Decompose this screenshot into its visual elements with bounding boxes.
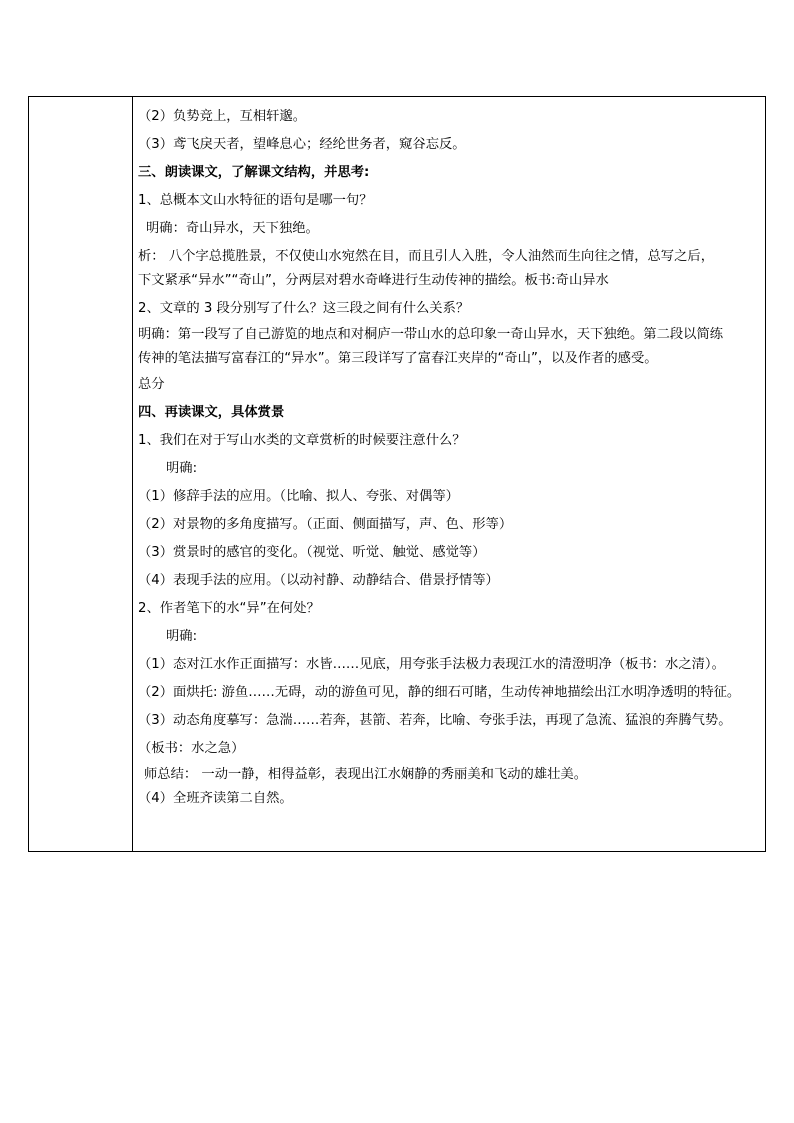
question: 1、我们在对于写山水类的文章赏析的时候要注意什么？ xyxy=(138,433,466,448)
question: 2、作者笔下的水“异”在何处？ xyxy=(138,601,320,616)
question: 1、总概本文山水特征的语句是哪一句？ xyxy=(138,193,373,208)
text-line: （3）鸢飞戾天者，望峰息心；经纶世务者，窥谷忘反。 xyxy=(138,137,466,152)
analysis-line: 下文紧承“异水”“奇山”，分两层对碧水奇峰进行生动传神的描绘。板书:奇山异水 xyxy=(138,273,609,288)
section-heading: 三、朗读课文，了解课文结构，并思考: xyxy=(138,165,370,180)
text-line: 总分 xyxy=(138,377,165,392)
answer-label: 明确: xyxy=(166,629,198,644)
answer-line: 明确：第一段写了自己游览的地点和对桐庐一带山水的总印象一奇山异水，天下独绝。第二段以简练 xyxy=(138,327,724,342)
analysis-line: 析： 八个字总揽胜景，不仅使山水宛然在目，而且引人入胜，令人油然而生向往之情，总写之后， xyxy=(138,249,714,264)
summary-line: 师总结： 一动一静，相得益彰，表现出江水娴静的秀丽美和飞动的雄壮美。 xyxy=(144,767,588,782)
list-item: （4）表现手法的应用。（以动衬静、动静结合、借景抒情等） xyxy=(138,573,499,588)
list-item: （3）赏景时的感官的变化。（视觉、听觉、触觉、感觉等） xyxy=(138,545,486,560)
list-item: （1）态对江水作正面描写：水皆……见底，用夸张手法极力表现江水的清澄明净（板书：水之清）。 xyxy=(138,657,725,672)
list-item: （4）全班齐读第二自然。 xyxy=(138,791,293,806)
list-item: （3）动态角度摹写：急湍……若奔，甚箭、若奔，比喻、夸张手法，再现了急流、猛浪的奔腾气势。 xyxy=(138,713,732,728)
table-left-column xyxy=(29,97,133,851)
lesson-table xyxy=(28,96,766,852)
text-line: （2）负势竞上，互相轩邈。 xyxy=(138,109,307,124)
question: 2、文章的 3 段分别写了什么？这三段之间有什么关系？ xyxy=(138,301,470,316)
answer-line: 传神的笔法描写富春江的“异水”。第三段详写了富春江夹岸的“奇山”，以及作者的感受。 xyxy=(138,351,658,366)
answer-paragraph xyxy=(138,323,762,371)
answer-label: 明确: xyxy=(166,461,198,476)
list-item: （2）对景物的多角度描写。（正面、侧面描写，声、色、形等） xyxy=(138,517,513,532)
table-content-cell xyxy=(138,103,762,811)
analysis-paragraph xyxy=(138,245,762,293)
list-item: （2）面烘托: 游鱼……无碍，动的游鱼可见，静的细石可睹，生动传神地描绘出江水明净透明的特征。 xyxy=(138,685,741,700)
section-heading: 四、再读课文，具体赏景 xyxy=(138,405,285,420)
answer: 明确：奇山异水，天下独绝。 xyxy=(146,221,319,236)
text-line: （板书：水之急） xyxy=(138,741,245,756)
list-item: （1）修辞手法的应用。（比喻、拟人、夸张、对偶等） xyxy=(138,489,459,504)
